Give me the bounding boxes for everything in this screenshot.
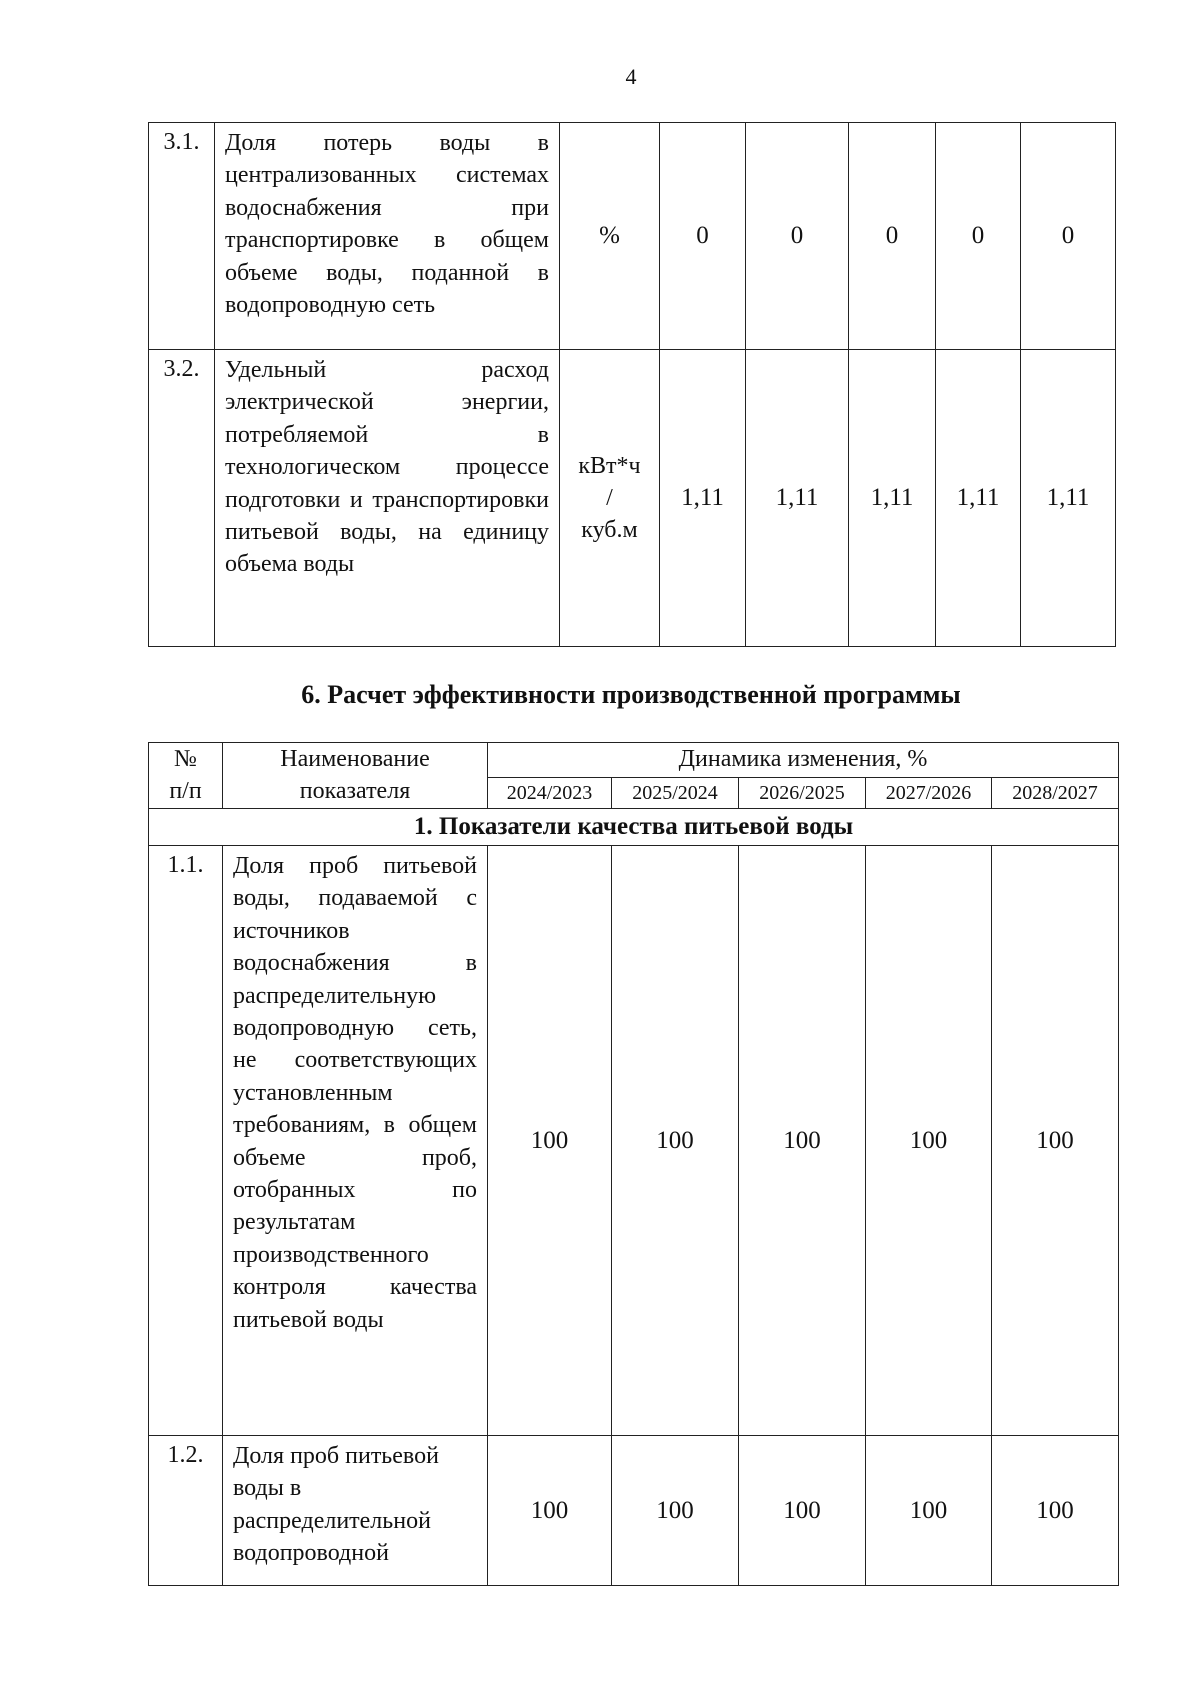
header-year: 2028/2027 [992, 778, 1119, 809]
header-year: 2025/2024 [612, 778, 739, 809]
value-cell: 0 [660, 123, 746, 350]
row-number: 1.1. [149, 846, 223, 1436]
row-number: 1.2. [149, 1436, 223, 1586]
value-cell: 100 [612, 846, 739, 1436]
header-name-line: Наименование [280, 746, 430, 772]
value-cell: 0 [1021, 123, 1116, 350]
value-cell: 100 [488, 846, 612, 1436]
indicator-name: Доля потерь воды в централизованных системах водоснабжения при транспортировке в общем объеме воды, поданной в водопроводную сеть [215, 123, 560, 350]
value-cell: 1,11 [746, 350, 849, 647]
table-row [149, 1436, 1119, 1586]
section-row [149, 809, 1119, 846]
value-cell: 100 [488, 1436, 612, 1586]
value-cell: 100 [992, 1436, 1119, 1586]
value-cell: 100 [612, 1436, 739, 1586]
table-row [149, 123, 1116, 350]
value-cell: 0 [936, 123, 1021, 350]
header-name-line: показателя [299, 778, 411, 804]
indicator-name: Удельный расход электрической энергии, потребляемой в технологическом процессе подготовки и транспортировки питьевой воды, на единицу объема воды [215, 350, 560, 647]
value-cell: 100 [992, 846, 1119, 1436]
table-row [149, 846, 1119, 1436]
value-cell: 1,11 [936, 350, 1021, 647]
value-cell: 100 [866, 846, 992, 1436]
row-number: 3.2. [149, 350, 215, 647]
section-title: 6. Расчет эффективности производственной программы [301, 680, 961, 709]
table-row [149, 350, 1116, 647]
value-cell: 0 [849, 123, 936, 350]
unit-line: / [606, 485, 613, 511]
row-number: 3.1. [149, 123, 215, 350]
header-year: 2027/2026 [866, 778, 992, 809]
efficiency-table [148, 742, 1119, 1586]
value-cell: 100 [739, 1436, 866, 1586]
value-cell: 1,11 [1021, 350, 1116, 647]
header-year: 2024/2023 [488, 778, 612, 809]
header-num-line: п/п [169, 778, 202, 804]
header-row [149, 743, 1119, 778]
value-cell: 100 [739, 846, 866, 1436]
unit: % [560, 123, 660, 350]
indicator-name: Доля проб питьевой воды, подаваемой с источников водоснабжения в распределительную водопроводную сеть, не соответствующих установленным требованиям, в общем объеме проб, отобранных по результатам производственного контроля качества питьевой воды [223, 846, 488, 1436]
unit [560, 350, 660, 647]
indicators-table-continued [148, 122, 1116, 647]
section-heading: 1. Показатели качества питьевой воды [149, 809, 1119, 846]
indicator-name: Доля проб питьевой воды в распределительной водопроводной [223, 1436, 488, 1586]
header-num [149, 743, 223, 809]
value-cell: 100 [866, 1436, 992, 1586]
unit-line: куб.м [581, 517, 638, 543]
value-cell: 1,11 [849, 350, 936, 647]
value-cell: 0 [746, 123, 849, 350]
header-num-line: № [174, 746, 197, 772]
header-name [223, 743, 488, 809]
header-dynamics: Динамика изменения, % [488, 743, 1119, 778]
value-cell: 1,11 [660, 350, 746, 647]
page-number: 4 [625, 64, 637, 89]
header-year: 2026/2025 [739, 778, 866, 809]
unit-line: кВт*ч [578, 453, 641, 479]
